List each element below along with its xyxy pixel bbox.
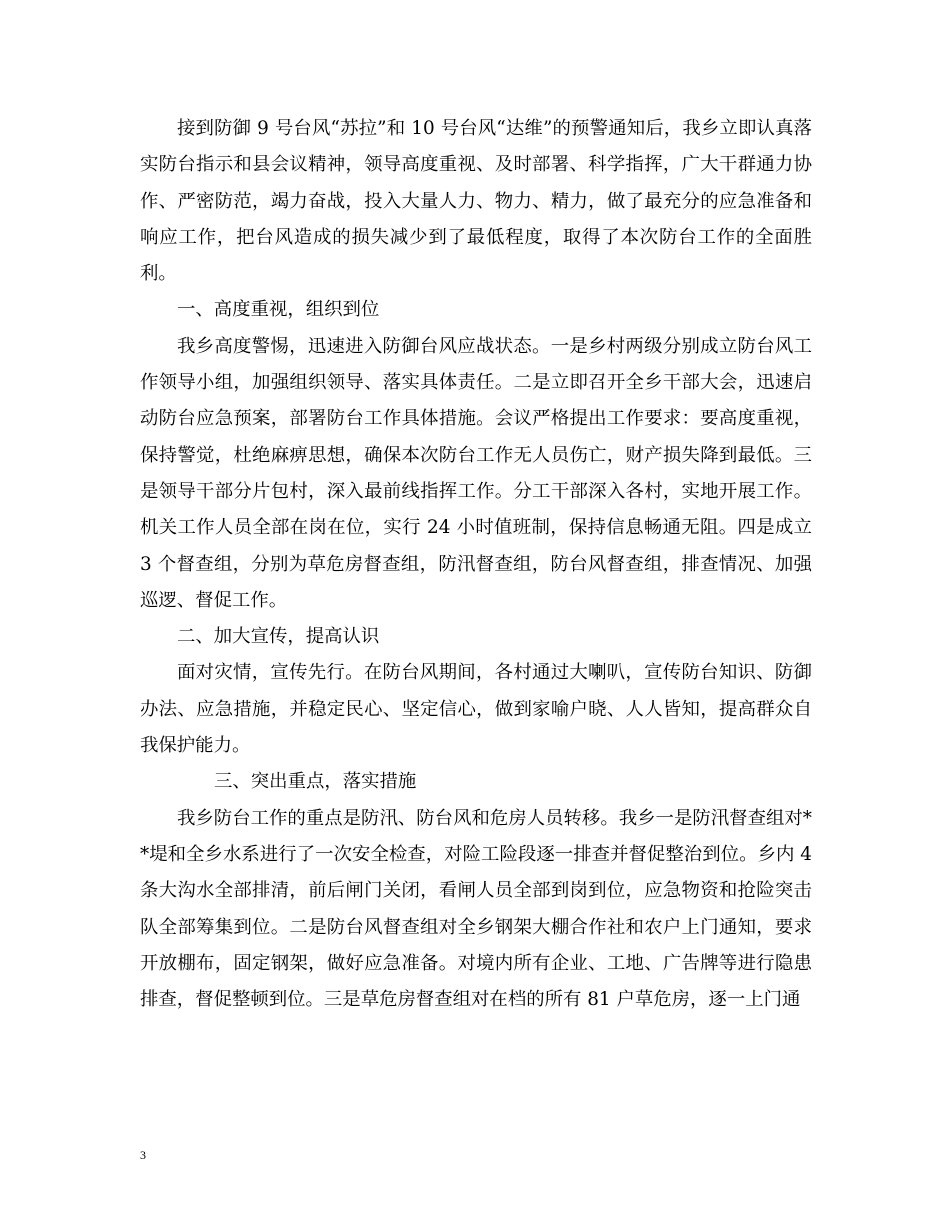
section-heading-1: 一、高度重视，组织到位 <box>177 299 380 321</box>
section-heading-3: 三、突出重点，落实措施 <box>214 771 417 793</box>
section-3-paragraph: 我乡防台工作的重点是防汛、防台风和危房人员转移。我乡一是防汛督查组对**堤和全乡水系进行了一次安全检查，对险工险段逐一排查并督促整治到位。乡内 4 条大沟水全部排清，前后闸门关闭，看闸人员全部到岗到位，应急物资和抢险突击队全部筹集到位。二是防台风督查组对全乡钢架大棚合作社和农户上门通知，要求开放棚布，固定钢架，做好应急准备。对境内所有企业、工地、广告牌等进行隐患排查，督促整顿到位。三是草危房督查组对在档的所有 81 户草危房，逐一上门通 <box>140 807 812 1011</box>
page-number: 3 <box>140 1148 146 1162</box>
document-body <box>140 111 812 1018</box>
intro-paragraph: 接到防御 9 号台风“苏拉”和 10 号台风“达维”的预警通知后，我乡立即认真落实防台指示和县会议精神，领导高度重视、及时部署、科学指挥，广大干群通力协作、严密防范，竭力奋战，投入大量人力、物力、精力，做了最充分的应急准备和响应工作，把台风造成的损失减少到了最低程度，取得了本次防台工作的全面胜利。 <box>140 118 812 285</box>
section-1-paragraph: 我乡高度警惕，迅速进入防御台风应战状态。一是乡村两级分别成立防台风工作领导小组，加强组织领导、落实具体责任。二是立即召开全乡干部大会，迅速启动防台应急预案，部署防台工作具体措施。会议严格提出工作要求：要高度重视，保持警觉，杜绝麻痹思想，确保本次防台工作无人员伤亡，财产损失降到最低。三是领导干部分片包村，深入最前线指挥工作。分工干部深入各村，实地开展工作。机关工作人员全部在岗在位，实行 24 小时值班制，保持信息畅通无阻。四是成立 3 个督查组，分别为草危房督查组，防汛督查组，防台风督查组，排查情况、加强巡逻、督促工作。 <box>140 335 812 611</box>
section-2-paragraph: 面对灾情，宣传先行。在防台风期间，各村通过大喇叭，宣传防台知识、防御办法、应急措施，并稳定民心、坚定信心，做到家喻户晓、人人皆知，提高群众自我保护能力。 <box>140 662 812 757</box>
section-heading-2: 二、加大宣传，提高认识 <box>177 626 380 648</box>
